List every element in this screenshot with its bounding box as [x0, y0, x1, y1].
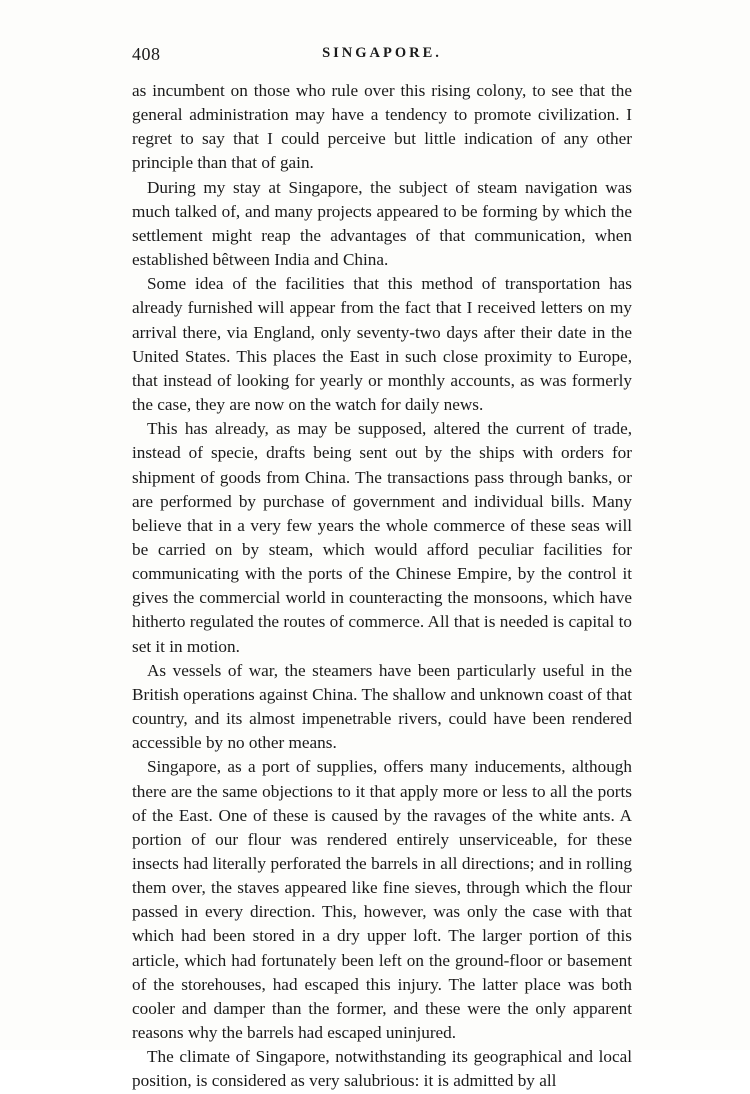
paragraph-climate: The climate of Singapore, notwithstanding its geographical and local position, is considered as very salubrious: it is admitted by all	[132, 1047, 632, 1091]
page-header	[132, 44, 632, 70]
page-number: 408	[132, 44, 161, 64]
paragraph-continued: as incumbent on those who rule over this rising colony, to see that the general administration may have a tendency to promote civilization. I regret to say that I could perceive but little indication of any other principle than that of gain.	[132, 81, 632, 173]
paragraph-steam-navigation: During my stay at Singapore, the subject of steam navigation was much talked of, and many projects appeared to be forming by which the settlement might reap the advantages of that communication, when established bêtween India and China.	[132, 177, 632, 270]
paragraph-port-of-supplies: Singapore, as a port of supplies, offers many inducements, although there are the same objections to it that apply more or less to all the ports of the East. One of these is caused by the ravages of the white ants. A portion of our flour was rendered entirely unserviceable, for these insects had literally perforated the barrels in all directions; and in rolling them over, the staves appeared like fine sieves, through which the flour passed in every direction. This, however, was only the case with that which had been stored in a dry upper loft. The larger portion of this article, which had fortunately been left on the ground-floor or basement of the storehouses, had escaped this injury. The latter place was both cooler and damper than the former, and these were the only apparent reasons why the barrels had escaped uninjured.	[132, 757, 632, 1043]
running-title: SINGAPORE.	[322, 45, 442, 61]
paragraph-facilities: Some idea of the facilities that this method of transportation has already furnished will appear from the fact that I received letters on my arrival there, via England, only seventy-two days after their date in the United States. This places the East in such close proximity to Europe, that instead of looking for yearly or monthly accounts, as was formerly the case, they are now on the watch for daily news.	[132, 274, 632, 415]
paragraph-vessels-of-war: As vessels of war, the steamers have been particularly useful in the British operations against China. The shallow and unknown coast of that country, and its almost impenetrable rivers, could have been rendered accessible by no other means.	[132, 660, 632, 753]
paragraph-trade: This has already, as may be supposed, altered the current of trade, instead of specie, drafts being sent out by the ships with orders for shipment of goods from China. The transactions pass through banks, or are performed by purchase of government and individual bills. Many believe that in a very few years the whole commerce of these seas will be carried on by steam, which would afford peculiar facilities for communicating with the ports of the Chinese Empire, by the control it gives the commercial world in counteracting the monsoons, which have hitherto regulated the routes of commerce. All that is needed is capital to set it in motion.	[132, 419, 632, 656]
body-text	[132, 79, 632, 1094]
